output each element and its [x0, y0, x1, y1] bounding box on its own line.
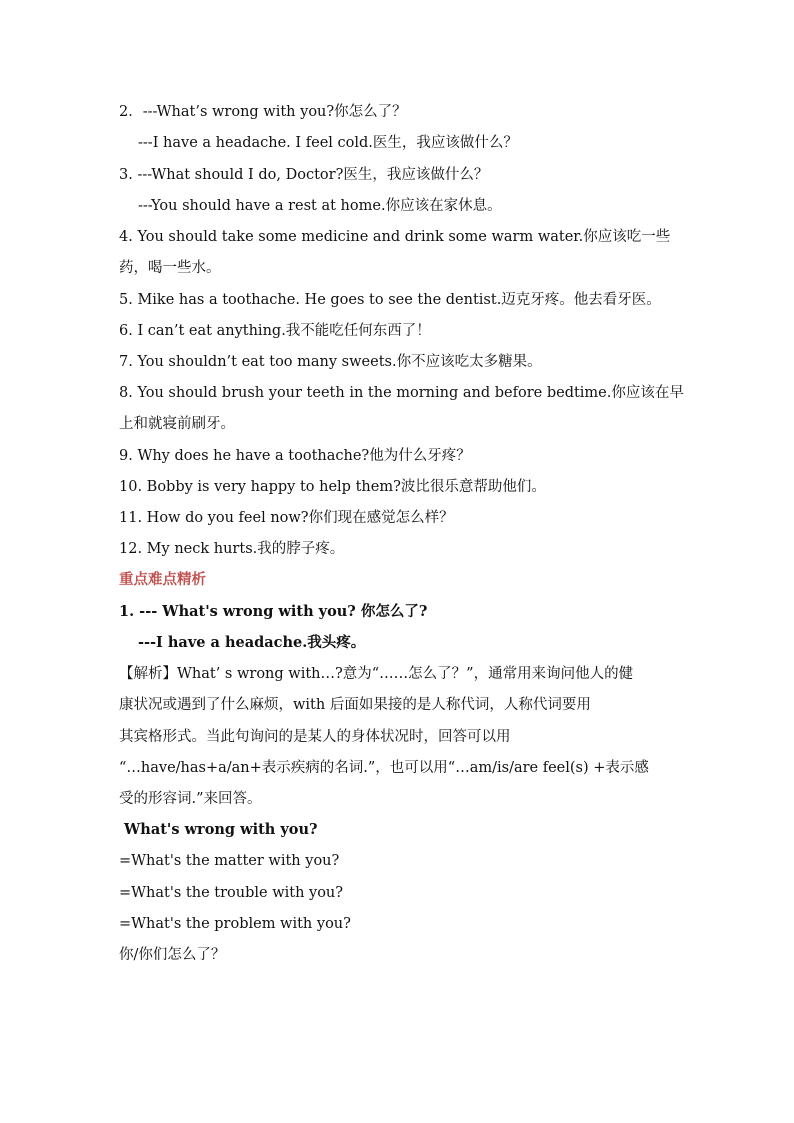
sentence-10: 10. Bobby is very happy to help them?波比很乐意帮助他们。 — [119, 479, 546, 495]
sentence-7: 7. You shouldn’t eat too many sweets.你不应该吃太多糖果。 — [119, 354, 542, 370]
sentence-12: 12. My neck hurts.我的脖子疼。 — [119, 541, 345, 557]
sentence-6: 6. I can’t eat anything.我不能吃任何东西了！ — [119, 323, 431, 339]
analysis-line-4: “…have/has+a/an+表示疾病的名词.”，也可以用“…am/is/are feel(s) +表示感 — [119, 760, 649, 776]
sentence-9: 9. Why does he have a toothache?他为什么牙疼？ — [119, 448, 471, 464]
sentence-3-question: 3. ---What should I do, Doctor?医生，我应该做什么？ — [119, 167, 489, 183]
analysis-line-2: 康状况或遇到了什么麻烦，with 后面如果接的是人称代词，人称代词要用 — [119, 697, 591, 713]
example-equivalent-1: =What's the matter with you? — [119, 853, 340, 869]
example-main: What's wrong with you? — [124, 821, 318, 838]
sentence-4-continued: 药，喝一些水。 — [119, 260, 221, 276]
key-point-1-answer: ---I have a headache.我头疼。 — [138, 634, 366, 651]
sentence-5: 5. Mike has a toothache. He goes to see the dentist.迈克牙疼。他去看牙医。 — [119, 292, 661, 308]
sentence-8: 8. You should brush your teeth in the morning and before bedtime.你应该在早 — [119, 385, 684, 401]
sentence-3-answer: ---You should have a rest at home.你应该在家休息。 — [138, 198, 502, 214]
sentence-11: 11. How do you feel now?你们现在感觉怎么样？ — [119, 510, 454, 526]
key-point-1-question: 1. --- What's wrong with you? 你怎么了? — [119, 603, 428, 620]
example-equivalent-3: =What's the problem with you? — [119, 916, 351, 932]
section-heading: 重点难点精析 — [119, 571, 206, 588]
sentence-4: 4. You should take some medicine and drink some warm water.你应该吃一些 — [119, 229, 671, 245]
example-equivalent-2: =What's the trouble with you? — [119, 885, 344, 901]
sentence-8-continued: 上和就寝前刷牙。 — [119, 416, 235, 432]
analysis-line-1: 【解析】What’ s wrong with…?意为“……怎么了？”，通常用来询问他人的健 — [119, 666, 634, 682]
example-translation: 你/你们怎么了？ — [119, 947, 226, 963]
analysis-line-5: 受的形容词.”来回答。 — [119, 791, 262, 807]
analysis-line-3: 其宾格形式。当此句询问的是某人的身体状况时，回答可以用 — [119, 729, 511, 745]
sentence-2-question: 2．---What’s wrong with you?你怎么了？ — [119, 104, 407, 120]
sentence-2-answer: ---I have a headache. I feel cold.医生，我应该做什么？ — [138, 135, 518, 151]
